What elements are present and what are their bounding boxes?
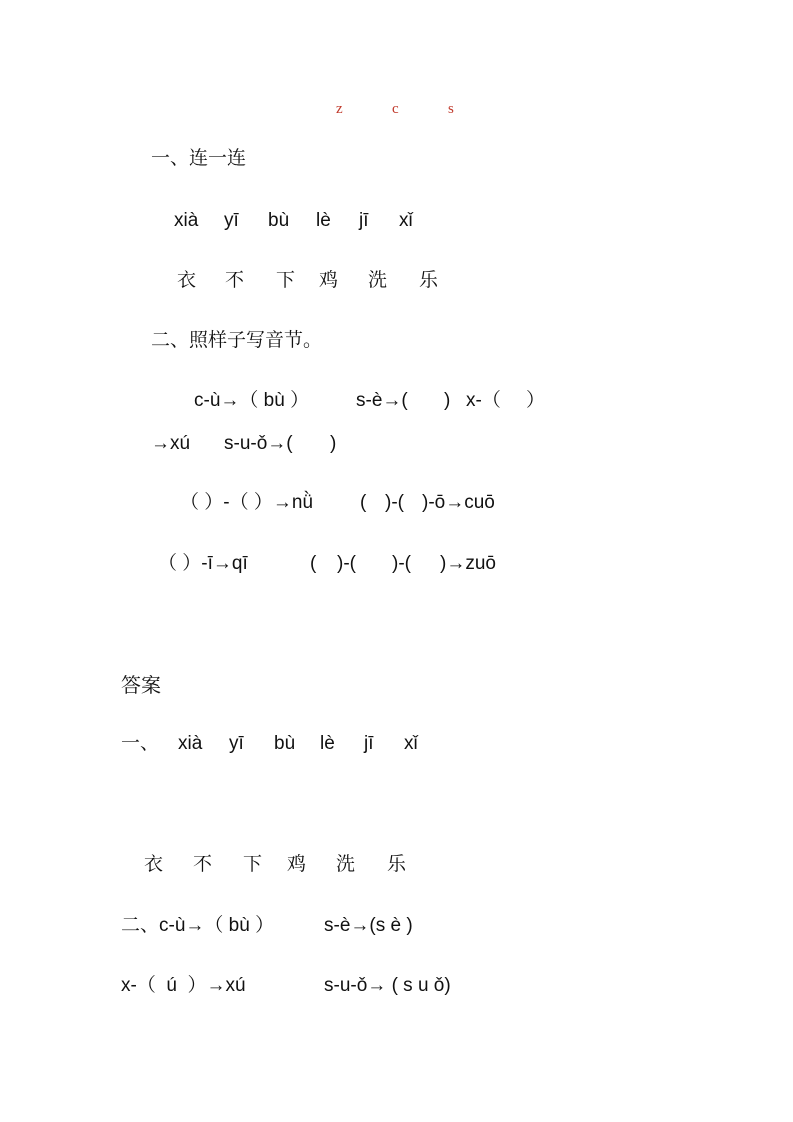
answers-title: 答案 (121, 673, 161, 697)
pinyin-word: xià (174, 210, 199, 231)
section-two-title: 二、照样子写音节。 (151, 329, 323, 351)
exercise-item: s-è→( (356, 390, 408, 411)
hanzi-char: 乐 (419, 269, 439, 291)
answer-pinyin: bù (274, 733, 296, 754)
exercise-item: )-ō→cuō (422, 492, 495, 513)
exercise-item: x-（ (466, 390, 501, 411)
exercise-item: )-( (337, 553, 356, 574)
exercise-item: ( (310, 553, 317, 574)
section-one-title: 一、连一连 (151, 147, 247, 169)
pinyin-word: lè (316, 210, 331, 231)
answer-pinyin: xià (178, 733, 203, 754)
letter-c: c (392, 101, 399, 117)
answer-two-line: 二、c-ù→（ bù ） (121, 915, 275, 936)
exercise-item: ) (330, 433, 337, 454)
answer-one-prefix: 一、 (121, 732, 160, 754)
answer-hanzi: 鸡 (287, 853, 307, 875)
answer-hanzi: 乐 (387, 853, 407, 875)
exercise-item: （ ）-ī→qī (158, 553, 248, 574)
answer-two-line: s-u-ǒ→ ( s u ǒ) (324, 975, 451, 996)
answer-hanzi: 洗 (336, 853, 356, 875)
exercise-item: )-( (385, 492, 404, 513)
exercise-item: ( (360, 492, 367, 513)
pinyin-word: bù (268, 210, 290, 231)
letter-s: s (448, 101, 454, 117)
hanzi-char: 下 (276, 269, 296, 291)
exercise-item: ） (526, 390, 546, 411)
exercise-item: c-ù→（ bù ） (194, 390, 310, 411)
hanzi-char: 衣 (177, 269, 197, 291)
letter-z: z (336, 101, 343, 117)
answer-hanzi: 衣 (144, 853, 164, 875)
answer-pinyin: yī (229, 733, 244, 754)
answer-two-line: x-（ ú ）→xú (121, 975, 246, 996)
answer-hanzi: 下 (243, 853, 263, 875)
answer-two-line: s-è→(s è ) (324, 915, 413, 936)
hanzi-char: 不 (225, 269, 245, 291)
pinyin-word: xǐ (399, 210, 413, 231)
exercise-item: )-( (392, 553, 411, 574)
exercise-item: →xú (151, 433, 191, 454)
answer-pinyin: xǐ (404, 733, 418, 754)
answer-pinyin: lè (320, 733, 335, 754)
pinyin-word: jī (359, 210, 369, 231)
exercise-item: ) (444, 390, 451, 411)
answer-pinyin: jī (364, 733, 374, 754)
hanzi-char: 鸡 (319, 269, 339, 291)
pinyin-word: yī (224, 210, 239, 231)
exercise-item: （ ）-（ ）→nǜ (180, 492, 314, 513)
hanzi-char: 洗 (368, 269, 388, 291)
answer-hanzi: 不 (193, 853, 213, 875)
exercise-item: )→zuō (440, 553, 496, 574)
exercise-item: s-u-ǒ→( (224, 433, 293, 454)
